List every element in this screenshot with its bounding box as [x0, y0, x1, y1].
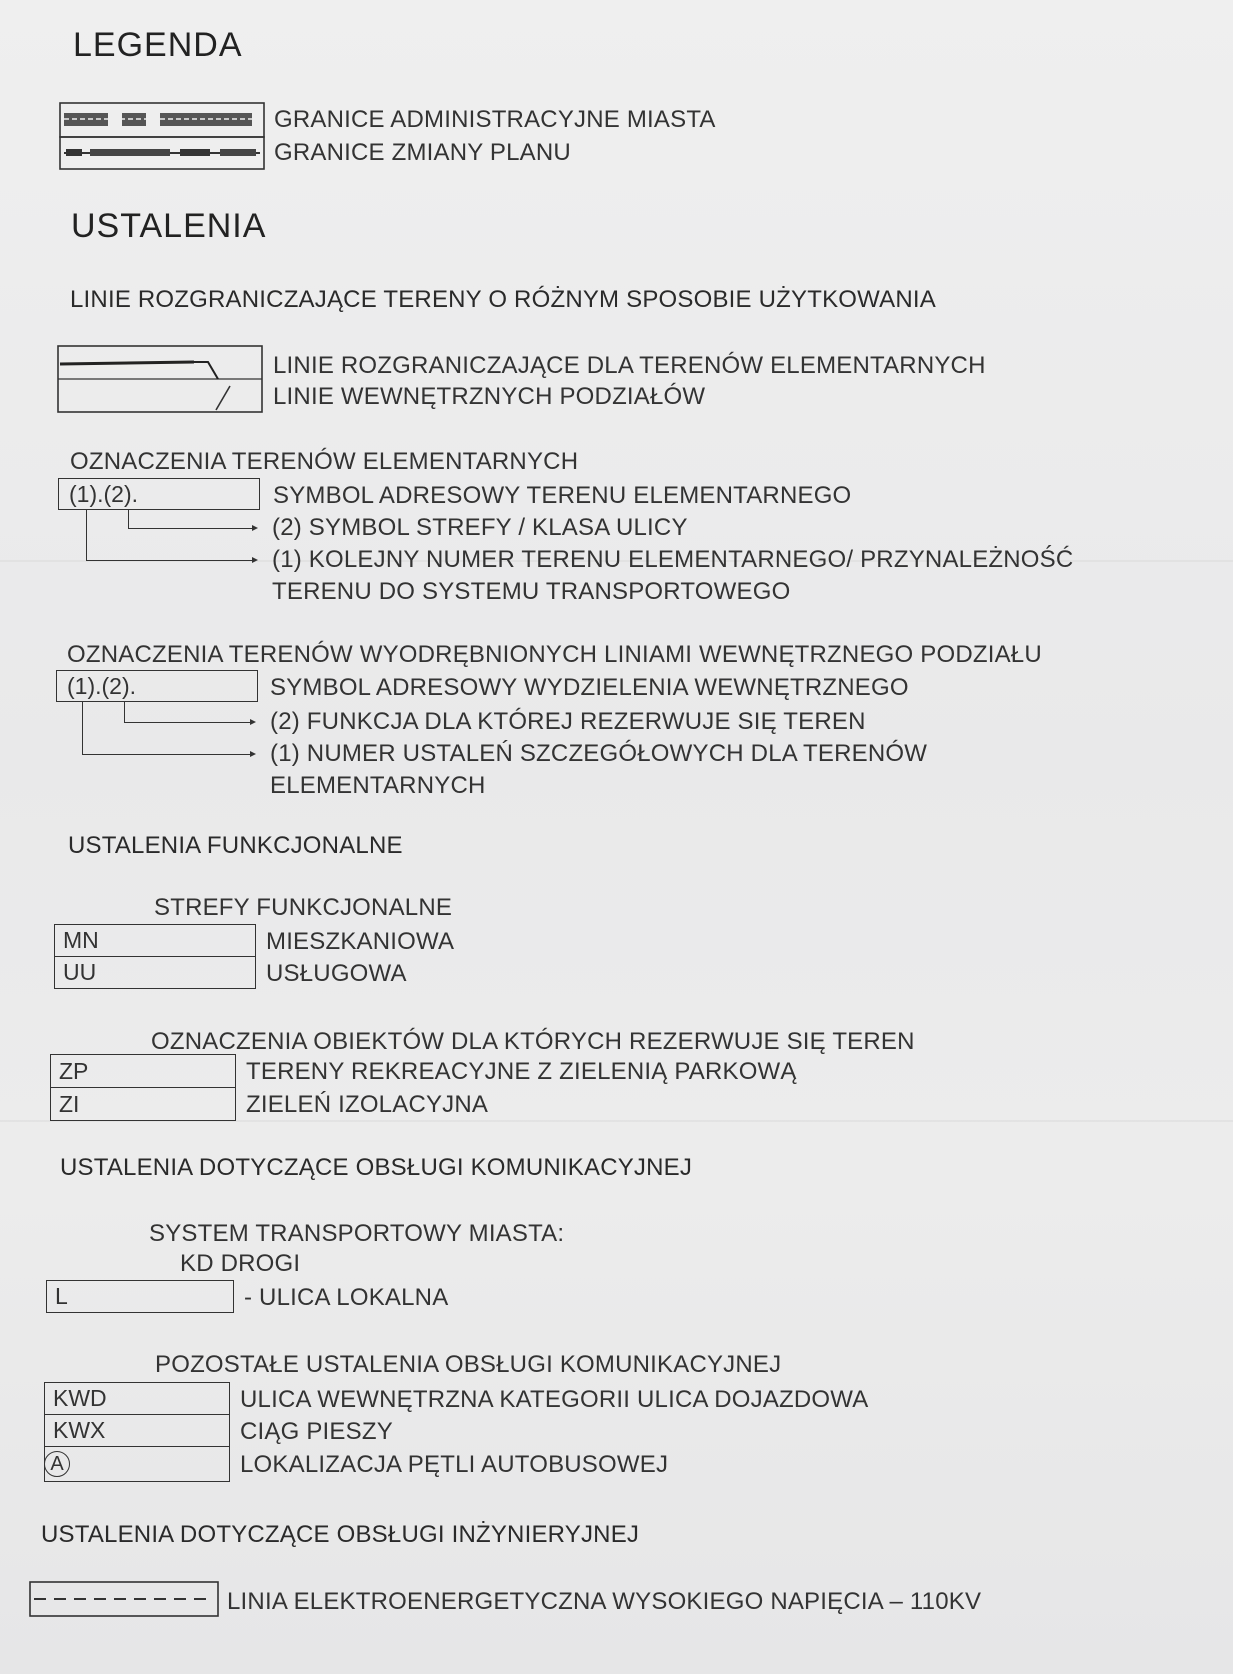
wydzielenie-part-1: (1) NUMER USTALEŃ SZCZEGÓŁOWYCH DLA TERENÓW [270, 740, 928, 767]
road-code-l: L [46, 1280, 234, 1313]
komunikacja-heading: USTALENIA DOTYCZĄCE OBSŁUGI KOMUNIKACYJNEJ [60, 1154, 693, 1181]
zone-code-uu: UU [54, 956, 256, 989]
system-heading: SYSTEM TRANSPORTOWY MIASTA: [149, 1220, 565, 1247]
zone-label-mn: MIESZKANIOWA [266, 928, 455, 955]
inzynieria-heading: USTALENIA DOTYCZĄCE OBSŁUGI INŻYNIERYJNEJ [41, 1521, 640, 1548]
leader-line [82, 754, 252, 755]
funkcjonalne-heading: USTALENIA FUNKCJONALNE [68, 832, 403, 859]
zone-code-mn: MN [54, 924, 256, 957]
object-code-zp: ZP [50, 1054, 236, 1088]
leader-line [124, 722, 252, 723]
wydzielenie-part-2: (2) FUNKCJA DLA KTÓREJ REZERWUJE SIĘ TEREN [270, 708, 866, 735]
wydzielenie-part-1-cont: ELEMENTARNYCH [270, 772, 486, 799]
road-label-kwd: ULICA WEWNĘTRZNA KATEGORII ULICA DOJAZDOWA [240, 1386, 869, 1413]
leader-line [128, 528, 254, 529]
leader-line [86, 510, 87, 560]
obiekty-heading: OZNACZENIA OBIEKTÓW DLA KTÓRYCH REZERWUJE SIĘ TEREN [151, 1028, 915, 1055]
wydzielenie-description: SYMBOL ADRESOWY WYDZIELENIA WEWNĘTRZNEGO [270, 674, 909, 701]
road-label-kwx: CIĄG PIESZY [240, 1418, 393, 1445]
kd-heading: KD DROGI [180, 1250, 301, 1277]
symbol-part-1-cont: TERENU DO SYSTEMU TRANSPORTOWEGO [272, 578, 791, 605]
road-code-kwx: KWX [44, 1414, 230, 1447]
arrow-icon [250, 719, 256, 725]
bus-loop-label: LOKALIZACJA PĘTLI AUTOBUSOWEJ [240, 1451, 669, 1478]
leader-line [86, 560, 254, 561]
legend-item-plan-boundary: GRANICE ZMIANY PLANU [274, 139, 571, 166]
symbol-part-2: (2) SYMBOL STREFY / KLASA ULICY [272, 514, 688, 541]
linie-item-wewnetrzne: LINIE WEWNĘTRZNYCH PODZIAŁÓW [273, 383, 706, 410]
power-line-label: LINIA ELEKTROENERGETYCZNA WYSOKIEGO NAPIĘCIA – 110KV [227, 1588, 982, 1615]
object-label-zi: ZIELEŃ IZOLACYJNA [246, 1091, 489, 1118]
road-label-l: - ULICA LOKALNA [244, 1284, 449, 1311]
road-code-kwd: KWD [44, 1382, 230, 1415]
strefy-heading: STREFY FUNKCJONALNE [154, 894, 453, 921]
symbol-part-1: (1) KOLEJNY NUMER TERENU ELEMENTARNEGO/ PRZYNALEŻNOŚĆ [272, 546, 1074, 573]
linie-heading: LINIE ROZGRANICZAJĄCE TERENY O RÓŻNYM SPOSOBIE UŻYTKOWANIA [70, 286, 936, 313]
oznaczenia-terenow-heading: OZNACZENIA TERENÓW ELEMENTARNYCH [70, 448, 579, 475]
leader-line [124, 702, 125, 722]
arrow-icon [252, 525, 258, 531]
ustalenia-title: USTALENIA [71, 207, 267, 245]
oznaczenia-wydzielen-heading: OZNACZENIA TERENÓW WYODRĘBNIONYCH LINIAMI WEWNĘTRZNEGO PODZIAŁU [67, 641, 1042, 668]
symbol-box: (1).(2). [58, 478, 260, 510]
bus-loop-icon: A [44, 1451, 70, 1477]
object-label-zp: TERENY REKREACYJNE Z ZIELENIĄ PARKOWĄ [246, 1058, 797, 1085]
legend-title: LEGENDA [73, 26, 243, 64]
arrow-icon [250, 751, 256, 757]
legend-item-admin-boundary: GRANICE ADMINISTRACYJNE MIASTA [274, 106, 716, 133]
linie-item-elementarne: LINIE ROZGRANICZAJĄCE DLA TERENÓW ELEMENTARNYCH [273, 352, 986, 379]
power-line-symbol [30, 1582, 218, 1616]
symbol-description: SYMBOL ADRESOWY TERENU ELEMENTARNEGO [273, 482, 852, 509]
bus-loop-cell [44, 1446, 230, 1482]
zone-label-uu: USŁUGOWA [266, 960, 407, 987]
leader-line [128, 510, 129, 528]
dividing-lines-symbol [58, 346, 262, 412]
pozostale-heading: POZOSTAŁE USTALENIA OBSŁUGI KOMUNIKACYJNEJ [155, 1351, 782, 1378]
symbol-box: (1).(2). [56, 670, 258, 702]
arrow-icon [252, 557, 258, 563]
object-code-zi: ZI [50, 1087, 236, 1121]
leader-line [82, 702, 83, 754]
admin-boundary-symbol [60, 103, 264, 169]
